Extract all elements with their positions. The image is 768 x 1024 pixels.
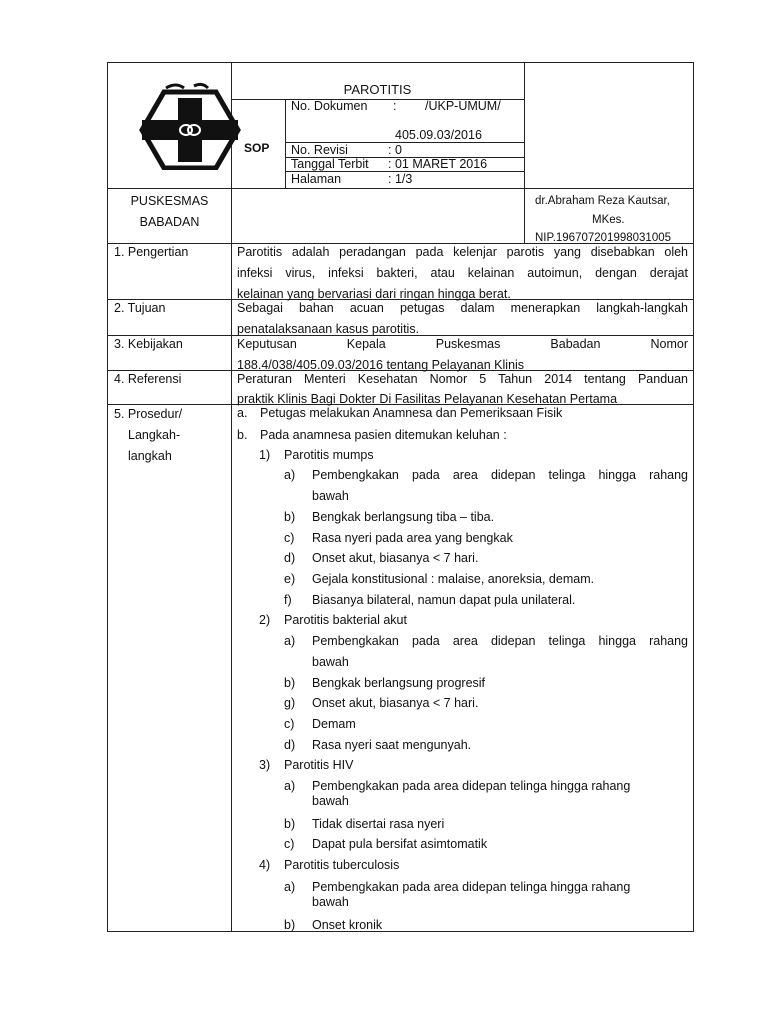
- col-divider-signer: [524, 62, 525, 244]
- doc-no-value-2: 405.09.03/2016: [395, 128, 482, 142]
- item-marker: c): [284, 531, 295, 545]
- kebijakan-line-2: 188.4/038/405.09.03/2016 tentang Pelayanan Klinis: [237, 358, 525, 372]
- doc-no-colon: :: [393, 99, 397, 113]
- item-text: Onset akut, biasanya < 7 hari.: [312, 551, 479, 565]
- item-marker: d): [284, 738, 296, 752]
- item-text-continued: bawah: [312, 794, 349, 808]
- table-border-top: [107, 62, 694, 63]
- group-title: Parotitis HIV: [284, 758, 354, 772]
- pengertian-line-3: kelainan yang bervariasi dari ringan hingga berat.: [237, 287, 511, 301]
- section-label-referensi: 4. Referensi: [114, 372, 182, 386]
- org-name-2: BABADAN: [139, 215, 200, 229]
- step-b-marker: b.: [237, 428, 248, 442]
- item-text: Onset akut, biasanya < 7 hari.: [312, 696, 479, 710]
- doc-no-value-1: /UKP-UMUM/: [425, 99, 501, 113]
- table-border-bottom: [107, 931, 694, 932]
- doc-no-label: No. Dokumen: [291, 99, 368, 113]
- item-text: Pembengkakan pada area didepan telinga hingga rahang: [312, 468, 688, 482]
- tujuan-line-1: Sebagai bahan acuan petugas dalam menerapkan langkah-langkah: [237, 301, 688, 315]
- signer-name: dr.Abraham Reza Kautsar,: [535, 195, 670, 207]
- item-text: Bengkak berlangsung progresif: [312, 676, 486, 690]
- puskesmas-logo: [136, 80, 246, 170]
- item-marker: b): [284, 676, 296, 690]
- item-marker: c): [284, 837, 295, 851]
- section-label-prosedur-2: Langkah-: [128, 428, 181, 442]
- item-text: Dapat pula bersifat asimtomatik: [312, 837, 488, 851]
- org-name-1: PUSKESMAS: [130, 194, 209, 208]
- row-line-header-end: [107, 188, 694, 189]
- item-text: Pembengkakan pada area didepan telinga hingga rahang: [312, 634, 688, 648]
- group-title: Parotitis bakterial akut: [284, 613, 407, 627]
- item-marker: a): [284, 779, 296, 793]
- pengertian-line-1: Parotitis adalah peradangan pada kelenjar parotis yang disebabkan oleh: [237, 245, 688, 259]
- item-text: Biasanya bilateral, namun dapat pula unilateral.: [312, 593, 576, 607]
- item-text: Pembengkakan pada area didepan telinga hingga rahang: [312, 779, 631, 793]
- group-number: 4): [259, 858, 271, 872]
- item-marker: b): [284, 918, 296, 932]
- item-text: Demam: [312, 717, 356, 731]
- document-title: PAROTITIS: [343, 82, 412, 97]
- item-marker: f): [284, 593, 292, 607]
- page-label: Halaman: [291, 172, 342, 186]
- item-text: Rasa nyeri pada area yang bengkak: [312, 531, 513, 545]
- item-text-continued: bawah: [312, 655, 349, 669]
- issue-date-label: Tanggal Terbit: [291, 157, 369, 171]
- section-label-prosedur-3: langkah: [128, 449, 172, 463]
- item-text: Rasa nyeri saat mengunyah.: [312, 738, 472, 752]
- item-text: Tidak disertai rasa nyeri: [312, 817, 445, 831]
- step-a-marker: a.: [237, 406, 248, 420]
- item-marker: b): [284, 817, 296, 831]
- group-title: Parotitis mumps: [284, 448, 374, 462]
- item-marker: c): [284, 717, 295, 731]
- group-title: Parotitis tuberculosis: [284, 858, 400, 872]
- item-text: Gejala konstitusional : malaise, anoreksia, demam.: [312, 572, 595, 586]
- step-a-text: Petugas melakukan Anamnesa dan Pemeriksaan Fisik: [260, 406, 563, 420]
- item-marker: a): [284, 468, 296, 482]
- item-marker: d): [284, 551, 296, 565]
- referensi-line-2: praktik Klinis Bagi Dokter Di Fasilitas Pelayanan Kesehatan Pertama: [237, 392, 618, 406]
- table-border-right: [693, 62, 694, 932]
- section-label-prosedur-1: 5. Prosedur/: [114, 407, 183, 421]
- item-marker: g): [284, 696, 296, 710]
- item-text-continued: bawah: [312, 489, 349, 503]
- item-text-continued: bawah: [312, 895, 349, 909]
- item-text: Pembengkakan pada area didepan telinga hingga rahang: [312, 880, 631, 894]
- section-label-kebijakan: 3. Kebijakan: [114, 337, 183, 351]
- signer-degree: MKes.: [592, 214, 625, 226]
- step-b-text: Pada anamnesa pasien ditemukan keluhan :: [260, 428, 507, 442]
- section-label-pengertian: 1. Pengertian: [114, 245, 189, 259]
- tujuan-line-2: penatalaksanaan kasus parotitis.: [237, 322, 420, 336]
- revision-value: : 0: [388, 143, 402, 157]
- sop-label: SOP: [244, 141, 270, 155]
- group-number: 3): [259, 758, 271, 772]
- item-marker: a): [284, 880, 296, 894]
- item-marker: b): [284, 510, 296, 524]
- col-divider-meta: [285, 99, 286, 188]
- item-marker: e): [284, 572, 296, 586]
- item-text: Onset kronik: [312, 918, 383, 932]
- item-marker: a): [284, 634, 296, 648]
- signer-nip: NIP.196707201998031005: [535, 232, 672, 244]
- revision-label: No. Revisi: [291, 143, 348, 157]
- kebijakan-line-1: Keputusan Kepala Puskesmas Babadan Nomor: [237, 337, 688, 351]
- item-text: Bengkak berlangsung tiba – tiba.: [312, 510, 495, 524]
- page-value: : 1/3: [388, 172, 413, 186]
- referensi-line-1: Peraturan Menteri Kesehatan Nomor 5 Tahun 2014 tentang Panduan: [237, 372, 688, 386]
- pengertian-line-2: infeksi virus, infeksi bakteri, atau kelainan autoimun, dengan derajat: [237, 266, 688, 280]
- section-label-tujuan: 2. Tujuan: [114, 301, 166, 315]
- issue-date-value: : 01 MARET 2016: [388, 157, 488, 171]
- col-divider-label: [231, 62, 232, 932]
- group-number: 2): [259, 613, 271, 627]
- group-number: 1): [259, 448, 271, 462]
